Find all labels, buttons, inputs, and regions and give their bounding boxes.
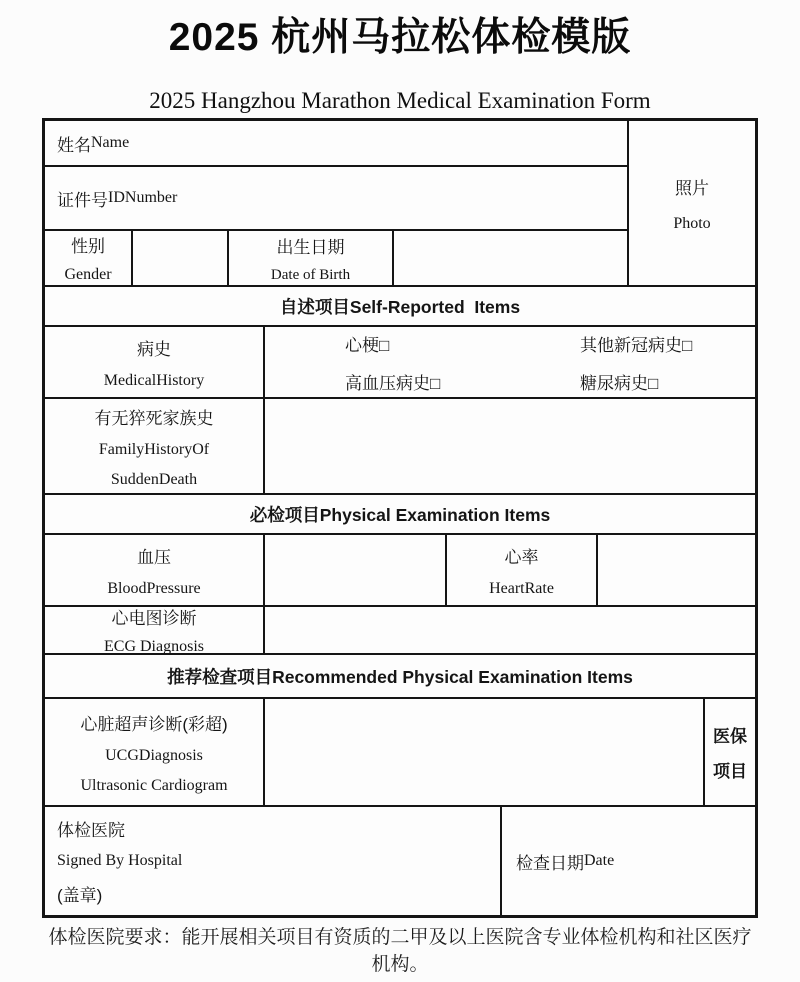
page-title: 2025 杭州马拉松体检模版	[168, 16, 632, 59]
heart-rate-value-cell	[596, 535, 755, 605]
section-header-self-reported-label: 自述项目Self-Reported Items	[279, 296, 521, 317]
requirements-note-line2: 机构。	[371, 954, 429, 975]
hospital-signature-cell	[45, 807, 500, 915]
name-label-en: Name	[91, 134, 130, 151]
hospital-seal-label: (盖章)	[57, 886, 103, 905]
ucg-label-cell	[45, 699, 263, 805]
exam-date-cell	[500, 807, 755, 915]
id-number-label-en: IDNumber	[108, 189, 178, 206]
ecg-label-cell	[45, 607, 263, 653]
section-header-physical-label: 必检项目Physical Examination Items	[249, 504, 551, 525]
checkbox-diabetes-history: 糖尿病史□	[580, 373, 659, 393]
page-subtitle-english: 2025 Hangzhou Marathon Medical Examination Form	[149, 88, 651, 113]
hospital-label-zh: 体检医院	[57, 821, 125, 840]
checkbox-hypertension-history: 高血压病史□	[345, 373, 441, 393]
dob-label-zh: 出生日期	[276, 237, 345, 257]
hospital-requirements-note	[0, 924, 800, 978]
photo-label-en: Photo	[673, 214, 711, 232]
family-history-label-en2: SuddenDeath	[110, 470, 198, 488]
dob-value-cell	[392, 231, 627, 285]
medical-form-table	[42, 118, 758, 918]
family-history-label-zh: 有无猝死家族史	[94, 408, 214, 428]
name-label-zh: 姓名	[57, 135, 91, 155]
ucg-value-cell	[263, 699, 703, 805]
medical-history-options-cell	[263, 327, 755, 397]
medical-history-label-en: MedicalHistory	[103, 371, 205, 389]
photo-cell	[627, 121, 755, 285]
ucg-label-en1: UCGDiagnosis	[105, 746, 203, 764]
ecg-label-en: ECG Diagnosis	[104, 638, 204, 655]
insurance-label-line2: 项目	[713, 762, 747, 781]
ecg-label-zh: 心电图诊断	[111, 609, 197, 628]
id-number-label-zh: 证件号	[57, 190, 108, 210]
family-history-label-en1: FamilyHistoryOf	[98, 440, 210, 458]
medical-history-label-cell	[45, 327, 263, 397]
dob-label-en: Date of Birth	[270, 266, 351, 283]
gender-label-cell	[45, 231, 131, 285]
section-header-recommended	[45, 653, 755, 697]
requirements-note-line1: 体检医院要求：能开展相关项目有资质的二甲及以上医院含专业体检机构和社区医疗	[48, 927, 752, 948]
identity-section	[45, 121, 755, 285]
section-header-self-reported	[45, 285, 755, 325]
blood-pressure-value-cell	[263, 535, 445, 605]
medical-history-label-zh: 病史	[137, 339, 171, 359]
ucg-label-zh: 心脏超声诊断(彩超)	[80, 714, 228, 734]
section-header-physical	[45, 493, 755, 533]
checkbox-myocardial-infarction: 心梗□	[345, 335, 390, 355]
heart-rate-label-en: HeartRate	[489, 579, 554, 597]
insurance-label-line1: 医保	[713, 727, 747, 746]
blood-pressure-label-en: BloodPressure	[107, 579, 201, 597]
family-history-value-cell	[263, 399, 755, 493]
section-header-recommended-label: 推荐检查项目Recommended Physical Examination Items	[167, 666, 633, 687]
hospital-label-en: Signed By Hospital	[57, 852, 183, 869]
id-number-field-cell	[45, 167, 627, 229]
ecg-value-cell	[263, 607, 755, 653]
blood-pressure-label-cell	[45, 535, 263, 605]
checkbox-other-covid-history: 其他新冠病史□	[580, 335, 693, 355]
heart-rate-label-zh: 心率	[504, 547, 539, 567]
exam-date-label-en: Date	[584, 852, 615, 869]
exam-date-label-zh: 检查日期	[516, 853, 584, 873]
gender-label-en: Gender	[64, 266, 112, 283]
dob-label-cell	[227, 231, 392, 285]
blood-pressure-label-zh: 血压	[137, 547, 171, 567]
name-field-cell	[45, 121, 627, 165]
ucg-label-en2: Ultrasonic Cardiogram	[80, 776, 228, 794]
photo-label-zh: 照片	[675, 178, 709, 198]
gender-label-zh: 性别	[71, 237, 105, 256]
gender-value-cell	[131, 231, 227, 285]
family-history-label-cell	[45, 399, 263, 493]
heart-rate-label-cell	[445, 535, 596, 605]
medical-insurance-items-cell	[703, 699, 755, 805]
